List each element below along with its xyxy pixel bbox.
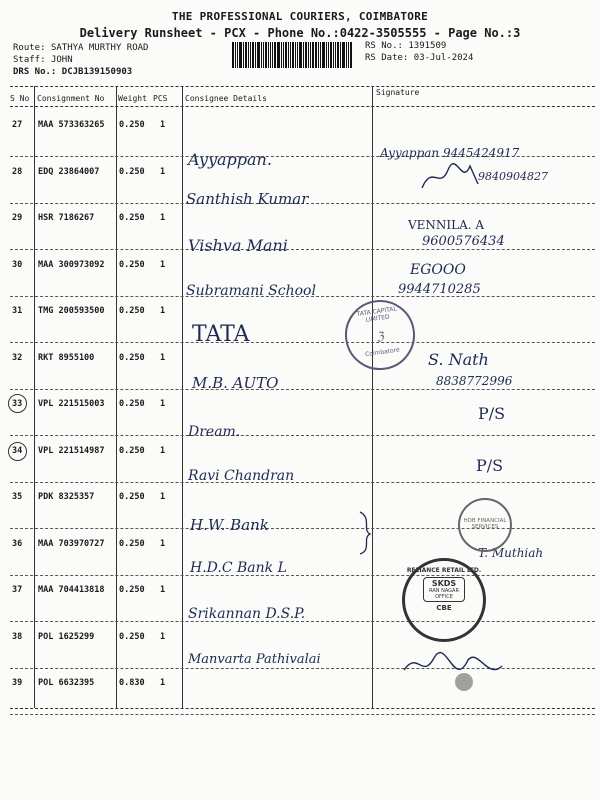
hdb-stamp — [458, 498, 512, 552]
row-sno: 39 — [12, 678, 23, 688]
pen-circle-mark — [8, 394, 27, 413]
barcode-bar — [335, 42, 336, 68]
col-header-consignment: Consignment No — [37, 94, 105, 103]
route-label: Route: — [13, 43, 46, 53]
row-weight: 0.250 — [119, 446, 145, 456]
rs-no-label: RS No.: — [365, 41, 403, 51]
signature-scribble — [418, 160, 488, 194]
row-pcs: 1 — [160, 167, 166, 177]
col-divider — [182, 86, 183, 708]
barcode-bar — [337, 42, 339, 68]
col-header-weight: Weight — [118, 94, 147, 103]
handwritten-name: M.B. AUTO — [192, 374, 279, 392]
barcode-bar — [239, 42, 242, 68]
barcode-bar — [283, 42, 284, 68]
row-weight: 0.250 — [119, 492, 145, 502]
barcode-bar — [322, 42, 325, 68]
barcode-bar — [295, 42, 296, 68]
barcode-bar — [261, 42, 262, 68]
col-divider — [34, 86, 35, 708]
row-weight: 0.250 — [119, 399, 145, 409]
barcode-bar — [328, 42, 329, 68]
row-separator — [10, 482, 595, 483]
stamp-center-line: OFFICE — [435, 594, 453, 600]
barcode-bar — [320, 42, 321, 68]
row-consignment-no: POL 6632395 — [38, 678, 95, 688]
barcode-bar — [350, 42, 352, 68]
handwritten-name: Vishva Mani — [188, 236, 288, 255]
barcode-bar — [348, 42, 349, 68]
drs-value: DCJB139150903 — [61, 67, 133, 77]
barcode-bar — [250, 42, 251, 68]
row-weight: 0.250 — [119, 213, 145, 223]
row-separator — [10, 714, 595, 715]
row-consignment-no: HSR 7186267 — [38, 213, 95, 223]
handwritten-name: Dream. — [188, 424, 241, 440]
barcode-bar — [292, 42, 294, 68]
row-separator — [10, 249, 595, 250]
handwritten-signature: 9840904827 — [478, 170, 548, 183]
barcode-bar — [308, 42, 309, 68]
handwritten-name: H.W. Bank — [190, 516, 269, 534]
stamp-ring-text: TATA CAPITAL LIMITED — [356, 305, 398, 324]
barcode-bar — [270, 42, 271, 68]
barcode-bar — [255, 42, 256, 68]
row-pcs: 1 — [160, 585, 166, 595]
barcode-bar — [245, 42, 247, 68]
row-weight: 0.250 — [119, 120, 145, 130]
row-weight: 0.250 — [119, 260, 145, 270]
row-pcs: 1 — [160, 213, 166, 223]
handwritten-name: Santhish Kumar — [186, 190, 309, 208]
row-weight: 0.250 — [119, 632, 145, 642]
bracket-mark — [356, 508, 376, 558]
barcode — [232, 42, 360, 68]
row-consignment-no: RKT 8955100 — [38, 353, 95, 363]
stamp-center-line: SKDS — [431, 579, 457, 588]
row-pcs: 1 — [160, 120, 166, 130]
reliance-retail-stamp — [402, 558, 486, 642]
row-sno: 27 — [12, 120, 23, 130]
barcode-bar — [263, 42, 264, 68]
barcode-bar — [243, 42, 244, 68]
barcode-bar — [315, 42, 317, 68]
stamp-ring-text: RELIANCE RETAIL LTD. — [406, 567, 482, 574]
barcode-bar — [305, 42, 307, 68]
drs-line — [13, 66, 132, 78]
row-weight: 0.830 — [119, 678, 145, 688]
handwritten-name: Ravi Chandran — [188, 468, 295, 484]
row-consignment-no: PDK 8325357 — [38, 492, 95, 502]
barcode-bar — [310, 42, 311, 68]
row-consignment-no: POL 1625299 — [38, 632, 95, 642]
row-pcs: 1 — [160, 539, 166, 549]
row-sno: 29 — [12, 213, 23, 223]
handwritten-signature: T. Muthiah — [478, 546, 544, 560]
table-top-rule — [10, 86, 595, 87]
stamp-ring-text: HDB FINANCIAL SERVICES — [463, 518, 507, 530]
row-consignment-no: VPL 221515003 — [38, 399, 105, 409]
barcode-bar — [252, 42, 254, 68]
row-pcs: 1 — [160, 678, 166, 688]
drs-label: DRS No.: — [13, 67, 57, 77]
col-header-consignee: Consignee Details — [185, 94, 267, 103]
row-weight: 0.250 — [119, 585, 145, 595]
row-weight: 0.250 — [119, 353, 145, 363]
rs-no-value: 1391509 — [408, 41, 447, 51]
barcode-bar — [303, 42, 304, 68]
stamp-bottom-text: CBE — [436, 604, 452, 612]
table-header-rule — [10, 106, 595, 107]
barcode-bar — [326, 42, 327, 68]
handwritten-name: Subramani School — [186, 283, 316, 299]
barcode-bar — [299, 42, 302, 68]
handwritten-signature: VENNILA. A — [408, 218, 485, 232]
row-consignment-no: MAA 573363265 — [38, 120, 105, 130]
row-pcs: 1 — [160, 632, 166, 642]
rs-date-value: 03-Jul-2024 — [413, 53, 474, 63]
barcode-bar — [312, 42, 314, 68]
pen-circle-mark — [8, 442, 27, 461]
barcode-bar — [346, 42, 347, 68]
row-sno: 37 — [12, 585, 23, 595]
route-value: SATHYA MURTHY ROAD — [50, 43, 149, 53]
handwritten-name: Srikannan D.S.P. — [188, 606, 306, 622]
handwritten-signature: P/S — [476, 456, 504, 475]
handwritten-name: TATA — [192, 322, 250, 347]
table-bottom-rule — [10, 708, 595, 709]
barcode-bar — [285, 42, 287, 68]
row-pcs: 1 — [160, 446, 166, 456]
runsheet-subtitle: Delivery Runsheet - PCX - Phone No.:0422-3505555 - Page No.:3 — [79, 26, 521, 40]
row-separator — [10, 575, 595, 576]
col-divider — [116, 86, 117, 708]
handwritten-name: H.D.C Bank L — [190, 560, 287, 576]
rs-date-label: RS Date: — [365, 53, 409, 63]
staff-label: Staff: — [13, 55, 46, 65]
row-consignment-no: EDQ 23864007 — [38, 167, 100, 177]
stamp-initials: ℨ — [375, 329, 385, 344]
barcode-bar — [232, 42, 234, 68]
row-sno: 33 — [12, 399, 23, 409]
row-sno: 32 — [12, 353, 23, 363]
row-sno: 35 — [12, 492, 23, 502]
row-pcs: 1 — [160, 399, 166, 409]
col-header-signature: Signature — [376, 88, 420, 97]
row-pcs: 1 — [160, 306, 166, 316]
barcode-bar — [330, 42, 332, 68]
row-pcs: 1 — [160, 492, 166, 502]
tata-capital-stamp — [340, 295, 419, 374]
stamp-center-box — [423, 577, 465, 602]
handwritten-name: Manvarta Pathivalai — [188, 652, 321, 667]
stamp-center-line: RAN NAGAR — [429, 588, 459, 594]
barcode-bar — [297, 42, 298, 68]
handwritten-signature: EGOOO — [410, 262, 466, 278]
row-weight: 0.250 — [119, 306, 145, 316]
barcode-bar — [272, 42, 273, 68]
row-sno: 34 — [12, 446, 23, 456]
row-consignment-no: MAA 704413818 — [38, 585, 105, 595]
row-sno: 36 — [12, 539, 23, 549]
handwritten-signature: 8838772996 — [436, 374, 513, 388]
row-consignment-no: TMG 200593500 — [38, 306, 105, 316]
row-consignment-no: VPL 221514987 — [38, 446, 105, 456]
barcode-bar — [318, 42, 319, 68]
row-separator — [10, 389, 595, 390]
barcode-bar — [237, 42, 238, 68]
row-sno: 28 — [12, 167, 23, 177]
company-title: THE PROFESSIONAL COURIERS, COIMBATORE — [171, 10, 429, 23]
stamp-city: Coimbatore — [364, 346, 401, 359]
row-sno: 31 — [12, 306, 23, 316]
barcode-bar — [342, 42, 345, 68]
col-header-pcs: PCS — [153, 94, 168, 103]
row-weight: 0.250 — [119, 539, 145, 549]
rs-no-line — [365, 40, 446, 52]
barcode-bar — [235, 42, 236, 68]
staff-value: JOHN — [50, 55, 73, 65]
barcode-bar — [333, 42, 334, 68]
row-sno: 38 — [12, 632, 23, 642]
barcode-bar — [340, 42, 341, 68]
col-divider — [372, 86, 373, 708]
col-header-sno: S No — [10, 94, 30, 103]
row-separator — [10, 435, 595, 436]
row-pcs: 1 — [160, 353, 166, 363]
barcode-bar — [281, 42, 282, 68]
row-consignment-no: MAA 703970727 — [38, 539, 105, 549]
route-line — [13, 42, 148, 54]
handwritten-signature: P/S — [478, 404, 506, 423]
handwritten-signature: S. Nath — [428, 350, 489, 369]
signature-scribble — [398, 640, 508, 700]
barcode-bar — [274, 42, 276, 68]
rs-date-line — [365, 52, 473, 64]
barcode-bar — [265, 42, 267, 68]
handwritten-name: Ayyappan. — [188, 150, 272, 169]
row-pcs: 1 — [160, 260, 166, 270]
barcode-bar — [288, 42, 289, 68]
row-consignment-no: MAA 300973092 — [38, 260, 105, 270]
handwritten-signature: Ayyappan 9445424917 — [380, 146, 520, 160]
barcode-bar — [248, 42, 249, 68]
barcode-bar — [277, 42, 280, 68]
row-sno: 30 — [12, 260, 23, 270]
handwritten-signature: 9944710285 — [398, 282, 481, 297]
barcode-bar — [290, 42, 291, 68]
handwritten-signature: 9600576434 — [422, 234, 505, 249]
row-separator — [10, 342, 595, 343]
barcode-bar — [268, 42, 269, 68]
row-weight: 0.250 — [119, 167, 145, 177]
staff-line — [13, 54, 73, 66]
barcode-bar — [257, 42, 260, 68]
